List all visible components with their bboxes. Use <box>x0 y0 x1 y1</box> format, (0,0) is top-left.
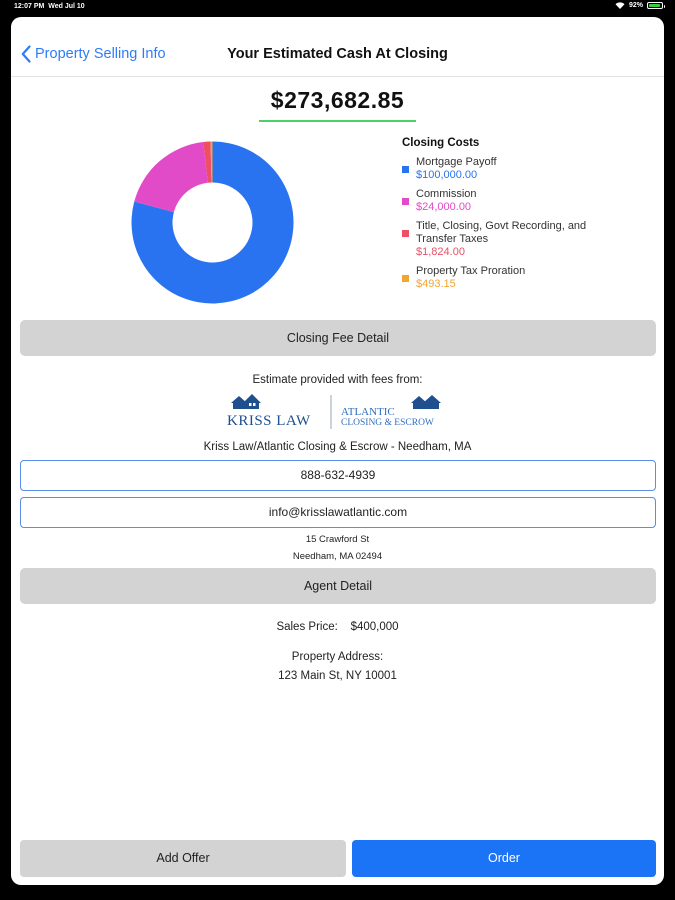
sales-price-label: Sales Price: <box>276 621 338 633</box>
legend-label: Property Tax Proration <box>416 265 526 277</box>
status-right <box>615 2 663 9</box>
property-address-label: Property Address: <box>291 651 384 663</box>
legend-item <box>402 265 652 291</box>
legend-value: $1,824.00 <box>416 246 465 258</box>
logo-kriss-law-text: KRISS LAW <box>227 413 311 429</box>
order-button[interactable]: Order <box>352 840 656 877</box>
logo-closing-escrow-text: CLOSING & ESCROW <box>341 418 434 428</box>
legend-swatch <box>402 230 409 237</box>
estimated-cash-value: $273,682.85 <box>259 87 416 122</box>
estimated-cash <box>11 87 664 122</box>
property-address-value: 123 Main St, NY 10001 <box>278 670 397 682</box>
page-title: Your Estimated Cash At Closing <box>227 46 448 62</box>
logo-graphic <box>221 389 457 433</box>
legend-label: Commission <box>416 188 477 200</box>
battery-percent: 92% <box>628 2 643 9</box>
phone-field[interactable]: 888-632-4939 <box>20 460 656 491</box>
legend-swatch <box>402 275 409 282</box>
battery-icon <box>647 2 663 9</box>
closing-costs-donut-chart <box>131 141 294 304</box>
battery-fill <box>649 4 660 7</box>
chart-legend <box>402 137 652 297</box>
legend-swatch <box>402 198 409 205</box>
address-line-1: 15 Crawford St <box>305 534 370 545</box>
legend-title: Closing Costs <box>402 137 480 149</box>
back-button-label: Property Selling Info <box>35 46 166 62</box>
closing-sheet <box>11 17 664 885</box>
agent-detail-button[interactable]: Agent Detail <box>20 568 656 604</box>
add-offer-button[interactable]: Add Offer <box>20 840 346 877</box>
logo-atlantic-text: ATLANTIC <box>341 406 395 418</box>
address-line-2: Needham, MA 02494 <box>292 551 383 562</box>
legend-swatch <box>402 166 409 173</box>
closing-fee-detail-button[interactable]: Closing Fee Detail <box>20 320 656 356</box>
legend-label: Mortgage Payoff <box>416 156 497 168</box>
legend-value: $100,000.00 <box>416 169 478 181</box>
sales-price-row <box>11 621 664 633</box>
legend-items <box>402 156 652 291</box>
legend-label: Title, Closing, Govt Recording, and Transfer Taxes <box>416 220 587 245</box>
kriss-law-atlantic-logo <box>221 389 457 433</box>
legend-value: $493.15 <box>416 278 456 290</box>
status-bar <box>0 0 675 14</box>
status-time: 12:07 PM Wed Jul 10 <box>14 3 85 10</box>
estimate-provided-text: Estimate provided with fees from: <box>252 374 423 386</box>
legend-item <box>402 188 652 214</box>
navigation-bar <box>11 17 664 77</box>
email-field[interactable]: info@krisslawatlantic.com <box>20 497 656 528</box>
provider-name: Kriss Law/Atlantic Closing & Escrow - Needham, MA <box>203 441 472 453</box>
wifi-icon <box>615 2 625 9</box>
donut-slice-1 <box>134 142 208 212</box>
legend-item <box>402 156 652 182</box>
legend-value: $24,000.00 <box>416 201 472 213</box>
sales-price-value: $400,000 <box>350 621 399 633</box>
legend-item <box>402 220 652 259</box>
